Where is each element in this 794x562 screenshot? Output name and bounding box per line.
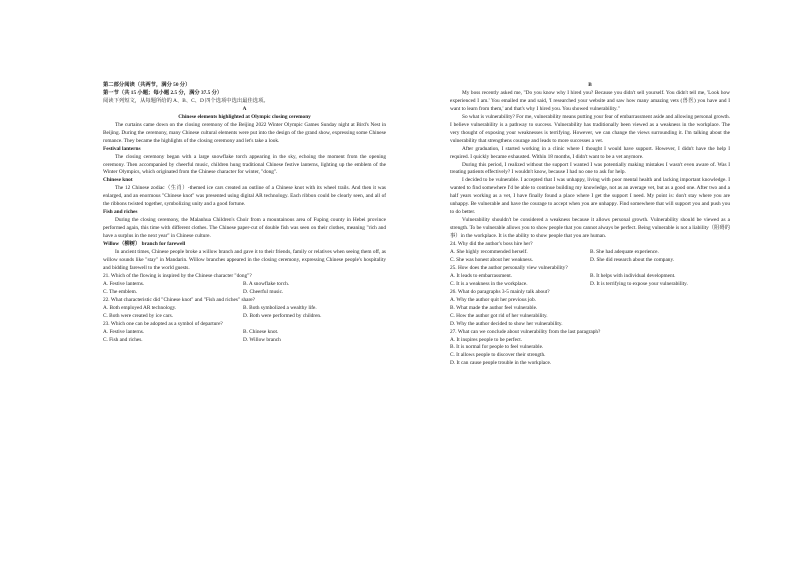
option-row <box>103 281 386 289</box>
option: D. She did research about the company. <box>590 256 675 263</box>
option: C. Fish and riches. <box>103 336 143 343</box>
option: A. Festive lanterns. <box>103 280 145 287</box>
option-row <box>103 305 386 313</box>
option: C. It is a weakness in the workplace. <box>450 280 528 287</box>
option: B. Chinese knot. <box>243 328 279 335</box>
option-row <box>450 249 730 257</box>
option: B. She had adequate experience. <box>590 249 659 256</box>
option: C. How the author got rid of her vulnerability. <box>450 312 548 319</box>
instruction: 阅读下列短文，从每题所给的 A、B、C、D 四个选项中选出最佳选项。 <box>103 97 269 104</box>
option: B. Both symbolized a wealthy life. <box>243 304 317 311</box>
option: B. What made the author feel vulnerable. <box>450 304 538 311</box>
subheading: Fish and riches <box>103 209 138 216</box>
option-row <box>103 313 386 321</box>
option: A. It inspires people to be perfect. <box>450 336 523 343</box>
paragraph: The 12 Chinese zodiac（生肖）-themed ice cars created an outline of a Chinese knot with its wheel trails. And then it was enlarged, and an enormous "Chinese knot" was presented using digital AR technology. Each ribbon could be clearly seen, and all of the ribbons twisted together, symbolizing unity and a good fortune. <box>103 185 386 208</box>
section-title: 第二部分阅读（共两节，满分 50 分） <box>103 82 191 88</box>
option: A. Both employed AR technology. <box>103 304 177 311</box>
paragraph: During this period, I realized without the support I wanted I was potentially making mistakes I wasn't even aware of. Was I treating patients effectively? I wouldn't know, because I had no one to ask for help. <box>450 161 730 176</box>
option: C. The emblem. <box>103 288 138 295</box>
option: D. It is terrifying to expose your vulnerability. <box>590 280 688 287</box>
option-row <box>103 289 386 297</box>
option: D. Willow branch <box>243 336 281 343</box>
paragraph: My boss recently asked me, "Do you know why I hired you? Because you didn't sell yourself. You didn't tell me, 'Look how experienced I am.' You emailed me and said, 'I researched your website and saw how many amazing vets (兽医) you have and I want to learn from them,' and that's why I hired you. You showed vulnerability." <box>450 89 730 112</box>
option-row <box>450 257 730 265</box>
option: D. Cheerful music. <box>243 288 284 295</box>
subsection-title: 第一节（共 15 小题；每小题 2.5 分，满分 37.5 分） <box>103 89 223 96</box>
question-stem: 25. How does the author personally view vulnerability? <box>450 264 568 271</box>
left-column <box>103 82 386 344</box>
option: A. She highly recommended herself. <box>450 249 528 256</box>
question-stem: 23. Which one can be adopted as a symbol of departure? <box>103 320 223 327</box>
paragraph: Vulnerability shouldn't be considered a weakness because it allows personal growth. Vulnerability should be viewed as a strength. To be vulnerable allows you to show people that you cannot always be perfect. Being vulnerable is not a liability（阻碍的事）in the workplace. It is the ability to show people that you are human. <box>450 217 730 240</box>
option: B. A snowflake torch. <box>243 280 290 287</box>
option: B. It is normal for people to feel vulnerable. <box>450 344 544 351</box>
paragraph: So what is vulnerability? For me, vulnerability means putting your fear of embarrassment aside and allowing personal growth. I believe vulnerability is a pathway to success. Vulnerability has traditionally been viewed as a weakness in the workplace. The very thought of exposing your weaknesses is terrifying. However, we can change the views surrounding it. I'm talking about the vulnerability that strengthens courage and leads to more successes a vet. <box>450 113 730 144</box>
option: A. It leads to embarrassment. <box>450 272 513 279</box>
option: A. Why the author quit her previous job. <box>450 296 536 303</box>
subheading: Willow（柳树） branch for farewell <box>103 241 186 248</box>
question-stem: 26. What do paragraphs 3-5 mainly talk about? <box>450 288 550 295</box>
option: D. Why the author decided to show her vulnerability. <box>450 320 563 327</box>
passage-title: Chinese elements highlighted at Olympic closing ceremony <box>178 113 311 120</box>
passage-letter-b: B <box>588 82 592 88</box>
option: A. Festive lanterns. <box>103 328 145 335</box>
question-stem: 27. What can we conclude about vulnerability from the last paragraph? <box>450 328 601 335</box>
paragraph: In ancient times, Chinese people broke a willow branch and gave it to their friends, family or relatives when seeing them off, as willow sounds like "stay" in Mandarin. Willow branches appeared in the closing ceremony, expressing Chinese people's hospitality and bidding farewell to the world guests. <box>103 249 386 271</box>
paragraph: I decided to be vulnerable. I accepted that I was unhappy, living with poor mental health and lacking important knowledge. I wanted to find somewhere I'd be able to continue building my knowledge, not as an average vet, but as a good one. After two and a half years working as a vet, I have finally found a place where I get the support I need. My point is: don't stay where you are unhappy. Be vulnerable and have the courage to accept when you are unhappy. Find somewhere that will support you and push you to do better. <box>450 177 730 216</box>
paragraph: The closing ceremony began with a large snowflake torch appearing in the sky, echoing the moment from the opening ceremony. Then accompanied by cheerful music, children hung traditional Chinese festive lanterns, lighting up the emblem of the Winter Olympics, which originated from the Chinese character for winter, "dong". <box>103 153 386 176</box>
right-column <box>450 82 730 368</box>
question-stem: 24. Why did the author's boss hire her? <box>450 241 533 248</box>
paragraph: After graduation, I started working in a clinic where I thought I would have support. However, I didn't have the help I required. I quickly became exhausted. Within 18 months, I didn't want to be a vet anymore. <box>450 145 730 160</box>
option: C. She was honest about her weakness. <box>450 256 533 263</box>
passage-letter-a: A <box>242 105 247 112</box>
option: C. Both were created by ice cars. <box>103 312 174 319</box>
subheading: Chinese knot <box>103 177 133 184</box>
option-row <box>103 329 386 337</box>
option-row <box>450 273 730 281</box>
question-stem: 22. What characteristic did "Chinese knot" and "Fish and riches" share? <box>103 296 255 303</box>
option: C. It allows people to discover their strength. <box>450 352 546 359</box>
option-row <box>103 337 386 345</box>
question-stem: 21. Which of the flowing is inspired by the Chinese character "dong"? <box>103 272 252 279</box>
paragraph: The curtains came down on the closing ceremony of the Beijing 2022 Winter Olympic Games Sunday night at Bird's Nest in Beijing. During the ceremony, many Chinese cultural elements were put into the design of the grand show, expressing some Chinese romance. They became the highlights of the closing ceremony and let's take a look. <box>103 121 386 144</box>
option-row <box>450 281 730 289</box>
option: D. It can cause people trouble in the workplace. <box>450 360 552 367</box>
paragraph: During the closing ceremony, the Malanhua Children's Choir from a mountainous area of Fuping county in Hebei province performed again, this time with different clothes. The Chinese paper-cut of double fish was seen on their clothes, meaning "rich and have a surplus in the next year" in Chinese culture. <box>103 217 386 240</box>
option: B. It helps with individual development. <box>590 272 676 279</box>
subheading: Festival lanterns <box>103 145 141 152</box>
option: D. Both were performed by children. <box>243 312 322 319</box>
